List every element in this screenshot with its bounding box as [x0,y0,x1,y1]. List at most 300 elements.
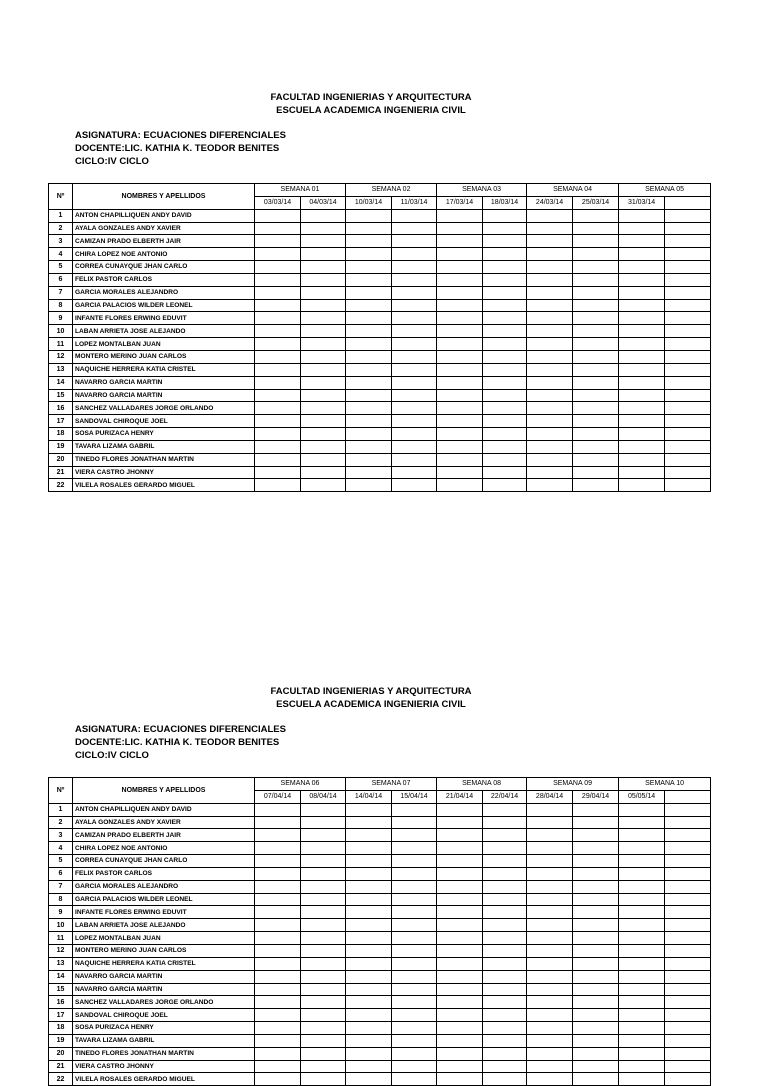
attendance-cell[interactable] [301,1022,346,1035]
attendance-cell[interactable] [392,273,437,286]
attendance-cell[interactable] [573,855,619,868]
attendance-cell[interactable] [619,970,665,983]
attendance-cell[interactable] [301,880,346,893]
attendance-cell[interactable] [346,415,392,428]
attendance-cell[interactable] [255,1022,301,1035]
attendance-cell[interactable] [437,816,483,829]
attendance-cell[interactable] [573,376,619,389]
attendance-cell[interactable] [255,803,301,816]
attendance-cell[interactable] [483,829,527,842]
attendance-cell[interactable] [346,222,392,235]
attendance-cell[interactable] [437,842,483,855]
attendance-cell[interactable] [392,1022,437,1035]
attendance-cell[interactable] [392,842,437,855]
attendance-cell[interactable] [665,235,711,248]
attendance-cell[interactable] [346,944,392,957]
attendance-cell[interactable] [255,248,301,261]
attendance-cell[interactable] [483,415,527,428]
attendance-cell[interactable] [255,1034,301,1047]
attendance-cell[interactable] [301,235,346,248]
attendance-cell[interactable] [437,970,483,983]
attendance-cell[interactable] [255,996,301,1009]
attendance-cell[interactable] [527,325,573,338]
attendance-cell[interactable] [665,376,711,389]
attendance-cell[interactable] [437,222,483,235]
attendance-cell[interactable] [483,893,527,906]
attendance-cell[interactable] [527,996,573,1009]
attendance-cell[interactable] [573,479,619,492]
attendance-cell[interactable] [392,867,437,880]
attendance-cell[interactable] [573,402,619,415]
attendance-cell[interactable] [619,983,665,996]
attendance-cell[interactable] [437,415,483,428]
attendance-cell[interactable] [483,235,527,248]
attendance-cell[interactable] [346,479,392,492]
attendance-cell[interactable] [301,453,346,466]
attendance-cell[interactable] [665,893,711,906]
attendance-cell[interactable] [619,248,665,261]
attendance-cell[interactable] [346,376,392,389]
attendance-cell[interactable] [665,1073,711,1086]
attendance-cell[interactable] [619,376,665,389]
attendance-cell[interactable] [255,363,301,376]
attendance-cell[interactable] [483,944,527,957]
attendance-cell[interactable] [346,880,392,893]
attendance-cell[interactable] [437,867,483,880]
attendance-cell[interactable] [346,1073,392,1086]
attendance-cell[interactable] [301,919,346,932]
attendance-cell[interactable] [301,1047,346,1060]
attendance-cell[interactable] [619,996,665,1009]
attendance-cell[interactable] [437,286,483,299]
attendance-cell[interactable] [573,803,619,816]
attendance-cell[interactable] [573,1073,619,1086]
attendance-cell[interactable] [392,248,437,261]
attendance-cell[interactable] [573,944,619,957]
attendance-cell[interactable] [527,350,573,363]
attendance-cell[interactable] [619,829,665,842]
attendance-cell[interactable] [301,842,346,855]
attendance-cell[interactable] [619,222,665,235]
attendance-cell[interactable] [619,1009,665,1022]
attendance-cell[interactable] [665,350,711,363]
attendance-cell[interactable] [665,803,711,816]
attendance-cell[interactable] [255,829,301,842]
attendance-cell[interactable] [483,402,527,415]
attendance-cell[interactable] [573,235,619,248]
attendance-cell[interactable] [437,428,483,441]
attendance-cell[interactable] [573,829,619,842]
attendance-cell[interactable] [346,402,392,415]
attendance-cell[interactable] [665,842,711,855]
attendance-cell[interactable] [255,1060,301,1073]
attendance-cell[interactable] [392,389,437,402]
attendance-cell[interactable] [619,944,665,957]
attendance-cell[interactable] [483,428,527,441]
attendance-cell[interactable] [619,312,665,325]
attendance-cell[interactable] [255,209,301,222]
attendance-cell[interactable] [255,261,301,274]
attendance-cell[interactable] [665,363,711,376]
attendance-cell[interactable] [346,957,392,970]
attendance-cell[interactable] [301,996,346,1009]
attendance-cell[interactable] [665,286,711,299]
attendance-cell[interactable] [573,919,619,932]
attendance-cell[interactable] [392,479,437,492]
attendance-cell[interactable] [665,855,711,868]
attendance-cell[interactable] [573,880,619,893]
attendance-cell[interactable] [437,880,483,893]
attendance-cell[interactable] [527,1073,573,1086]
attendance-cell[interactable] [392,906,437,919]
attendance-cell[interactable] [573,906,619,919]
attendance-cell[interactable] [346,1060,392,1073]
attendance-cell[interactable] [301,273,346,286]
attendance-cell[interactable] [483,363,527,376]
attendance-cell[interactable] [392,970,437,983]
attendance-cell[interactable] [573,1047,619,1060]
attendance-cell[interactable] [255,855,301,868]
attendance-cell[interactable] [392,325,437,338]
attendance-cell[interactable] [392,1034,437,1047]
attendance-cell[interactable] [301,338,346,351]
attendance-cell[interactable] [392,983,437,996]
attendance-cell[interactable] [483,248,527,261]
attendance-cell[interactable] [573,1034,619,1047]
attendance-cell[interactable] [437,209,483,222]
attendance-cell[interactable] [665,1022,711,1035]
attendance-cell[interactable] [255,325,301,338]
attendance-cell[interactable] [346,1047,392,1060]
attendance-cell[interactable] [255,222,301,235]
attendance-cell[interactable] [255,944,301,957]
attendance-cell[interactable] [665,906,711,919]
attendance-cell[interactable] [619,906,665,919]
attendance-cell[interactable] [437,479,483,492]
attendance-cell[interactable] [527,932,573,945]
attendance-cell[interactable] [255,389,301,402]
attendance-cell[interactable] [392,209,437,222]
attendance-cell[interactable] [301,389,346,402]
attendance-cell[interactable] [619,1022,665,1035]
attendance-cell[interactable] [346,440,392,453]
attendance-cell[interactable] [346,919,392,932]
attendance-cell[interactable] [437,1047,483,1060]
attendance-cell[interactable] [437,312,483,325]
attendance-cell[interactable] [346,350,392,363]
attendance-cell[interactable] [483,453,527,466]
attendance-cell[interactable] [255,842,301,855]
attendance-cell[interactable] [619,919,665,932]
attendance-cell[interactable] [527,983,573,996]
attendance-cell[interactable] [573,893,619,906]
attendance-cell[interactable] [483,389,527,402]
attendance-cell[interactable] [255,906,301,919]
attendance-cell[interactable] [301,415,346,428]
attendance-cell[interactable] [527,867,573,880]
attendance-cell[interactable] [255,479,301,492]
attendance-cell[interactable] [527,338,573,351]
attendance-cell[interactable] [392,440,437,453]
attendance-cell[interactable] [665,402,711,415]
attendance-cell[interactable] [665,261,711,274]
attendance-cell[interactable] [255,970,301,983]
attendance-cell[interactable] [437,957,483,970]
attendance-cell[interactable] [573,325,619,338]
attendance-cell[interactable] [527,389,573,402]
attendance-cell[interactable] [301,855,346,868]
attendance-cell[interactable] [527,816,573,829]
attendance-cell[interactable] [301,932,346,945]
attendance-cell[interactable] [665,479,711,492]
attendance-cell[interactable] [527,273,573,286]
attendance-cell[interactable] [437,1009,483,1022]
attendance-cell[interactable] [301,261,346,274]
attendance-cell[interactable] [619,428,665,441]
attendance-cell[interactable] [619,415,665,428]
attendance-cell[interactable] [527,855,573,868]
attendance-cell[interactable] [437,273,483,286]
attendance-cell[interactable] [665,867,711,880]
attendance-cell[interactable] [346,389,392,402]
attendance-cell[interactable] [255,867,301,880]
attendance-cell[interactable] [392,222,437,235]
attendance-cell[interactable] [483,1060,527,1073]
attendance-cell[interactable] [483,855,527,868]
attendance-cell[interactable] [346,286,392,299]
attendance-cell[interactable] [301,286,346,299]
attendance-cell[interactable] [573,222,619,235]
attendance-cell[interactable] [527,970,573,983]
attendance-cell[interactable] [301,944,346,957]
attendance-cell[interactable] [437,440,483,453]
attendance-cell[interactable] [437,803,483,816]
attendance-cell[interactable] [573,350,619,363]
attendance-cell[interactable] [301,376,346,389]
attendance-cell[interactable] [301,440,346,453]
attendance-cell[interactable] [255,338,301,351]
attendance-cell[interactable] [301,970,346,983]
attendance-cell[interactable] [301,350,346,363]
attendance-cell[interactable] [527,842,573,855]
attendance-cell[interactable] [527,466,573,479]
attendance-cell[interactable] [573,932,619,945]
attendance-cell[interactable] [437,453,483,466]
attendance-cell[interactable] [527,1034,573,1047]
attendance-cell[interactable] [527,479,573,492]
attendance-cell[interactable] [301,466,346,479]
attendance-cell[interactable] [573,957,619,970]
attendance-cell[interactable] [346,363,392,376]
attendance-cell[interactable] [301,222,346,235]
attendance-cell[interactable] [301,479,346,492]
attendance-cell[interactable] [301,983,346,996]
attendance-cell[interactable] [301,428,346,441]
attendance-cell[interactable] [527,209,573,222]
attendance-cell[interactable] [619,325,665,338]
attendance-cell[interactable] [301,363,346,376]
attendance-cell[interactable] [392,996,437,1009]
attendance-cell[interactable] [255,466,301,479]
attendance-cell[interactable] [619,363,665,376]
attendance-cell[interactable] [619,338,665,351]
attendance-cell[interactable] [619,261,665,274]
attendance-cell[interactable] [437,376,483,389]
attendance-cell[interactable] [573,248,619,261]
attendance-cell[interactable] [255,893,301,906]
attendance-cell[interactable] [301,248,346,261]
attendance-cell[interactable] [392,1060,437,1073]
attendance-cell[interactable] [437,299,483,312]
attendance-cell[interactable] [573,466,619,479]
attendance-cell[interactable] [392,932,437,945]
attendance-cell[interactable] [527,261,573,274]
attendance-cell[interactable] [301,299,346,312]
attendance-cell[interactable] [346,906,392,919]
attendance-cell[interactable] [437,338,483,351]
attendance-cell[interactable] [619,1034,665,1047]
attendance-cell[interactable] [483,1009,527,1022]
attendance-cell[interactable] [665,440,711,453]
attendance-cell[interactable] [437,983,483,996]
attendance-cell[interactable] [437,1060,483,1073]
attendance-cell[interactable] [255,1009,301,1022]
attendance-cell[interactable] [619,957,665,970]
attendance-cell[interactable] [483,816,527,829]
attendance-cell[interactable] [483,222,527,235]
attendance-cell[interactable] [346,453,392,466]
attendance-cell[interactable] [346,983,392,996]
attendance-cell[interactable] [527,376,573,389]
attendance-cell[interactable] [619,273,665,286]
attendance-cell[interactable] [437,350,483,363]
attendance-cell[interactable] [301,402,346,415]
attendance-cell[interactable] [392,261,437,274]
attendance-cell[interactable] [665,415,711,428]
attendance-cell[interactable] [437,248,483,261]
attendance-cell[interactable] [573,453,619,466]
attendance-cell[interactable] [573,338,619,351]
attendance-cell[interactable] [346,235,392,248]
attendance-cell[interactable] [483,919,527,932]
attendance-cell[interactable] [483,880,527,893]
attendance-cell[interactable] [573,261,619,274]
attendance-cell[interactable] [255,350,301,363]
attendance-cell[interactable] [392,338,437,351]
attendance-cell[interactable] [573,273,619,286]
attendance-cell[interactable] [392,376,437,389]
attendance-cell[interactable] [255,1073,301,1086]
attendance-cell[interactable] [527,944,573,957]
attendance-cell[interactable] [527,299,573,312]
attendance-cell[interactable] [527,402,573,415]
attendance-cell[interactable] [437,1034,483,1047]
attendance-cell[interactable] [527,248,573,261]
attendance-cell[interactable] [483,803,527,816]
attendance-cell[interactable] [483,983,527,996]
attendance-cell[interactable] [437,1073,483,1086]
attendance-cell[interactable] [665,248,711,261]
attendance-cell[interactable] [346,1034,392,1047]
attendance-cell[interactable] [665,338,711,351]
attendance-cell[interactable] [483,209,527,222]
attendance-cell[interactable] [483,261,527,274]
attendance-cell[interactable] [392,829,437,842]
attendance-cell[interactable] [573,816,619,829]
attendance-cell[interactable] [392,1047,437,1060]
attendance-cell[interactable] [527,957,573,970]
attendance-cell[interactable] [437,389,483,402]
attendance-cell[interactable] [437,325,483,338]
attendance-cell[interactable] [255,957,301,970]
attendance-cell[interactable] [573,970,619,983]
attendance-cell[interactable] [665,273,711,286]
attendance-cell[interactable] [437,261,483,274]
attendance-cell[interactable] [392,855,437,868]
attendance-cell[interactable] [665,325,711,338]
attendance-cell[interactable] [437,1022,483,1035]
attendance-cell[interactable] [665,1047,711,1060]
attendance-cell[interactable] [392,919,437,932]
attendance-cell[interactable] [301,312,346,325]
attendance-cell[interactable] [346,273,392,286]
attendance-cell[interactable] [255,312,301,325]
attendance-cell[interactable] [483,325,527,338]
attendance-cell[interactable] [527,906,573,919]
attendance-cell[interactable] [619,1060,665,1073]
attendance-cell[interactable] [437,363,483,376]
attendance-cell[interactable] [346,325,392,338]
attendance-cell[interactable] [483,1073,527,1086]
attendance-cell[interactable] [573,312,619,325]
attendance-cell[interactable] [255,286,301,299]
attendance-cell[interactable] [483,350,527,363]
attendance-cell[interactable] [255,983,301,996]
attendance-cell[interactable] [255,816,301,829]
attendance-cell[interactable] [255,235,301,248]
attendance-cell[interactable] [392,299,437,312]
attendance-cell[interactable] [619,867,665,880]
attendance-cell[interactable] [665,389,711,402]
attendance-cell[interactable] [573,299,619,312]
attendance-cell[interactable] [665,970,711,983]
attendance-cell[interactable] [346,996,392,1009]
attendance-cell[interactable] [392,415,437,428]
attendance-cell[interactable] [437,919,483,932]
attendance-cell[interactable] [483,466,527,479]
attendance-cell[interactable] [346,312,392,325]
attendance-cell[interactable] [527,880,573,893]
attendance-cell[interactable] [346,842,392,855]
attendance-cell[interactable] [619,350,665,363]
attendance-cell[interactable] [346,338,392,351]
attendance-cell[interactable] [665,312,711,325]
attendance-cell[interactable] [301,867,346,880]
attendance-cell[interactable] [392,350,437,363]
attendance-cell[interactable] [483,996,527,1009]
attendance-cell[interactable] [665,1009,711,1022]
attendance-cell[interactable] [301,893,346,906]
attendance-cell[interactable] [619,1047,665,1060]
attendance-cell[interactable] [483,440,527,453]
attendance-cell[interactable] [619,1073,665,1086]
attendance-cell[interactable] [483,842,527,855]
attendance-cell[interactable] [619,466,665,479]
attendance-cell[interactable] [255,376,301,389]
attendance-cell[interactable] [527,453,573,466]
attendance-cell[interactable] [527,312,573,325]
attendance-cell[interactable] [483,1022,527,1035]
